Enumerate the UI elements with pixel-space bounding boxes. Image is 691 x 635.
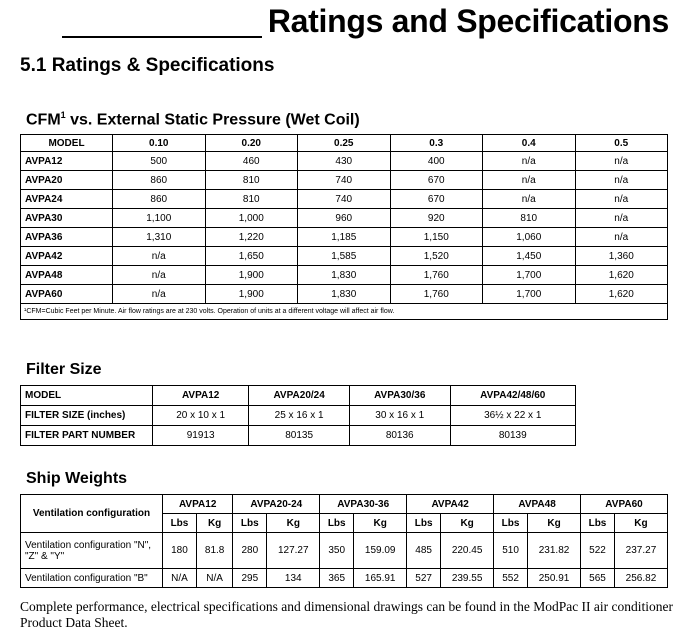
cfm-header-cell: 0.4 [483,135,576,152]
weights-config-label: Ventilation configuration "N", "Z" & "Y" [21,533,163,569]
filter-value-cell: 91913 [153,426,249,446]
weights-value-cell: 522 [581,533,615,569]
weights-unit-header: Lbs [407,514,441,533]
weights-model-header: AVPA12 [163,495,233,514]
filter-header-row [21,386,576,406]
weights-row [21,569,668,588]
weights-unit-header: Kg [196,514,232,533]
cfm-title-footnote-mark: 1 [60,110,66,120]
filter-value-cell: 30 x 16 x 1 [349,406,450,426]
cfm-header-cell: 0.25 [298,135,391,152]
cfm-value-cell: 670 [390,190,483,209]
weights-unit-header: Lbs [163,514,197,533]
cfm-value-cell: 960 [298,209,391,228]
filter-value-cell: 25 x 16 x 1 [249,406,350,426]
cfm-value-cell: n/a [113,247,206,266]
weights-value-cell: 165.91 [354,569,407,588]
weights-value-cell: 527 [407,569,441,588]
filter-value-cell: 80135 [249,426,350,446]
cfm-value-cell: 860 [113,190,206,209]
cfm-table-body [21,152,668,304]
cfm-model-cell: AVPA12 [21,152,113,171]
weights-value-cell: 127.27 [267,533,320,569]
cfm-value-cell: 810 [483,209,576,228]
weights-value-cell: 231.82 [528,533,581,569]
filter-header-cell: AVPA30/36 [349,386,450,406]
weights-model-header: AVPA30-36 [320,495,407,514]
cfm-value-cell: 1,100 [113,209,206,228]
weights-unit-header: Kg [614,514,667,533]
cfm-value-cell: n/a [113,285,206,304]
weights-unit-header: Lbs [581,514,615,533]
cfm-model-cell: AVPA60 [21,285,113,304]
filter-row [21,406,576,426]
weights-value-cell: 250.91 [528,569,581,588]
cfm-value-cell: 1,360 [575,247,668,266]
cfm-value-cell: 1,520 [390,247,483,266]
cfm-value-cell: n/a [483,171,576,190]
footer-note: Complete performance, electrical specifications and dimensional drawings can be found in the ModPac II air conditioner Product Data Sheet. [20,599,674,630]
weights-value-cell: 552 [494,569,528,588]
cfm-model-cell: AVPA20 [21,171,113,190]
cfm-value-cell: 1,830 [298,266,391,285]
cfm-value-cell: 1,620 [575,285,668,304]
cfm-value-cell: 1,900 [205,285,298,304]
weights-value-cell: 510 [494,533,528,569]
cfm-header-row [21,135,668,152]
weights-table-title: Ship Weights [26,470,128,487]
cfm-model-cell: AVPA24 [21,190,113,209]
cfm-value-cell: 1,220 [205,228,298,247]
weights-model-header: AVPA20-24 [233,495,320,514]
cfm-value-cell: n/a [575,190,668,209]
weights-unit-header: Lbs [320,514,354,533]
weights-row [21,533,668,569]
cfm-value-cell: 1,760 [390,285,483,304]
cfm-row [21,209,668,228]
weights-unit-header: Kg [267,514,320,533]
cfm-value-cell: n/a [575,228,668,247]
cfm-value-cell: 860 [113,171,206,190]
weights-table-body [21,533,668,588]
weights-value-cell: 239.55 [441,569,494,588]
weights-table [20,494,668,588]
cfm-value-cell: 740 [298,171,391,190]
cfm-value-cell: 810 [205,171,298,190]
filter-row [21,426,576,446]
weights-model-row [21,495,668,514]
filter-header-cell: AVPA20/24 [249,386,350,406]
cfm-model-cell: AVPA42 [21,247,113,266]
filter-label-cell: FILTER SIZE (inches) [21,406,153,426]
cfm-row [21,285,668,304]
cfm-value-cell: 1,620 [575,266,668,285]
weights-value-cell: 280 [233,533,267,569]
cfm-model-cell: AVPA30 [21,209,113,228]
cfm-value-cell: 1,700 [483,285,576,304]
weights-value-cell: 237.27 [614,533,667,569]
cfm-footnote-row [21,304,668,320]
cfm-value-cell: 1,900 [205,266,298,285]
weights-value-cell: N/A [196,569,232,588]
weights-config-label: Ventilation configuration "B" [21,569,163,588]
filter-value-cell: 20 x 10 x 1 [153,406,249,426]
cfm-row [21,171,668,190]
filter-label-cell: FILTER PART NUMBER [21,426,153,446]
cfm-value-cell: 400 [390,152,483,171]
cfm-value-cell: 1,830 [298,285,391,304]
weights-model-header: AVPA60 [581,495,668,514]
weights-unit-header: Kg [528,514,581,533]
cfm-value-cell: 500 [113,152,206,171]
cfm-row [21,228,668,247]
filter-table [20,385,576,446]
cfm-value-cell: 920 [390,209,483,228]
cfm-header-cell: 0.3 [390,135,483,152]
cfm-row [21,152,668,171]
cfm-value-cell: 1,150 [390,228,483,247]
weights-value-cell: N/A [163,569,197,588]
cfm-value-cell: n/a [575,209,668,228]
cfm-value-cell: 430 [298,152,391,171]
filter-header-cell: MODEL [21,386,153,406]
weights-unit-header: Lbs [233,514,267,533]
weights-unit-header: Lbs [494,514,528,533]
cfm-value-cell: 1,760 [390,266,483,285]
cfm-value-cell: 810 [205,190,298,209]
cfm-header-cell: 0.20 [205,135,298,152]
weights-model-header: AVPA48 [494,495,581,514]
weights-value-cell: 256.82 [614,569,667,588]
cfm-value-cell: 670 [390,171,483,190]
filter-header-cell: AVPA42/48/60 [450,386,575,406]
section-title: 5.1 Ratings & Specifications [20,55,275,76]
cfm-row [21,247,668,266]
cfm-value-cell: 1,585 [298,247,391,266]
filter-value-cell: 36½ x 22 x 1 [450,406,575,426]
cfm-header-cell: MODEL [21,135,113,152]
weights-value-cell: 159.09 [354,533,407,569]
page-header [0,0,691,42]
filter-table-title: Filter Size [26,361,102,378]
page-title: Ratings and Specifications [262,3,669,39]
cfm-footnote: ¹CFM=Cubic Feet per Minute. Air flow ratings are at 230 volts. Operation of units at a different voltage will affect air flow. [21,304,668,320]
cfm-model-cell: AVPA36 [21,228,113,247]
weights-value-cell: 295 [233,569,267,588]
weights-config-header: Ventilation configuration [21,495,163,533]
cfm-value-cell: 740 [298,190,391,209]
cfm-value-cell: 1,450 [483,247,576,266]
cfm-table-title [26,110,360,129]
cfm-header-cell: 0.5 [575,135,668,152]
weights-value-cell: 485 [407,533,441,569]
cfm-value-cell: 460 [205,152,298,171]
cfm-value-cell: n/a [575,171,668,190]
cfm-value-cell: n/a [483,190,576,209]
filter-header-cell: AVPA12 [153,386,249,406]
weights-value-cell: 134 [267,569,320,588]
weights-value-cell: 350 [320,533,354,569]
cfm-value-cell: 1,000 [205,209,298,228]
cfm-value-cell: 1,185 [298,228,391,247]
cfm-table [20,134,668,320]
weights-value-cell: 565 [581,569,615,588]
cfm-title-suffix: vs. External Static Pressure (Wet Coil) [65,111,360,129]
cfm-row [21,190,668,209]
weights-value-cell: 180 [163,533,197,569]
cfm-value-cell: n/a [113,266,206,285]
cfm-value-cell: 1,650 [205,247,298,266]
filter-table-body [21,406,576,446]
filter-value-cell: 80136 [349,426,450,446]
cfm-value-cell: n/a [575,152,668,171]
weights-model-header: AVPA42 [407,495,494,514]
weights-value-cell: 365 [320,569,354,588]
cfm-value-cell: 1,060 [483,228,576,247]
cfm-row [21,266,668,285]
weights-value-cell: 220.45 [441,533,494,569]
cfm-value-cell: 1,310 [113,228,206,247]
weights-unit-header: Kg [354,514,407,533]
weights-value-cell: 81.8 [196,533,232,569]
filter-value-cell: 80139 [450,426,575,446]
weights-unit-header: Kg [441,514,494,533]
cfm-header-cell: 0.10 [113,135,206,152]
cfm-value-cell: n/a [483,152,576,171]
cfm-title-prefix: CFM [26,111,61,129]
cfm-model-cell: AVPA48 [21,266,113,285]
cfm-value-cell: 1,700 [483,266,576,285]
